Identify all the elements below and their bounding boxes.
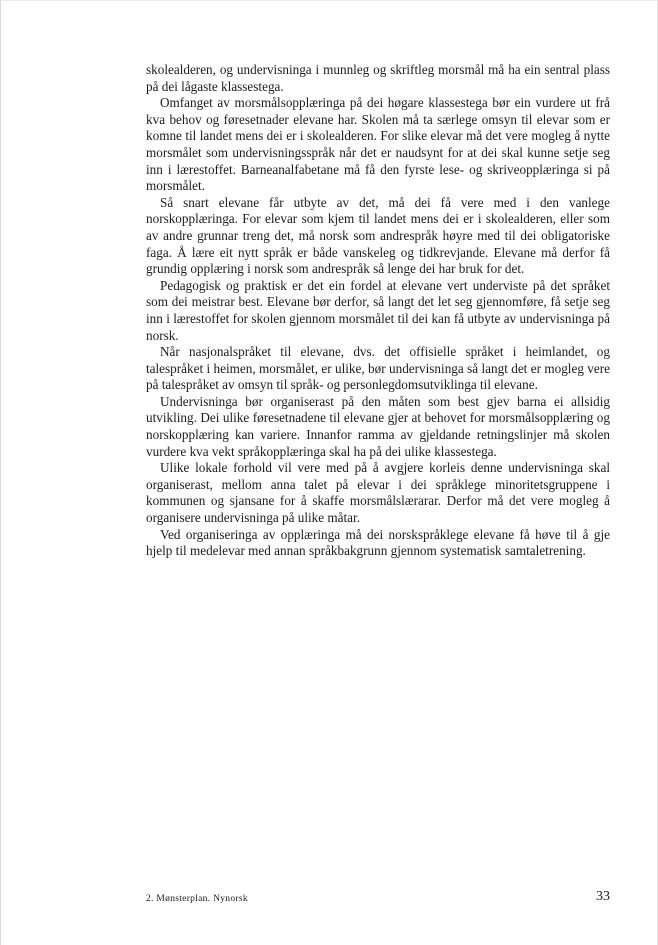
paragraph-8: Ved organiseringa av opplæringa må dei norskspråklege elevane få høve til å gje hjelp til medelevar med annan språkbakgrunn gjennom systematisk samtaletrening. — [146, 526, 610, 559]
paragraph-5: Når nasjonalspråket til elevane, dvs. det offisielle språket i heimlandet, og talespråket i heimen, morsmålet, er ulike, bør undervisninga så langt det er mogleg vere på talespråket av omsyn til språk- og personlegdomsutviklinga til elevane. — [146, 344, 610, 393]
paragraph-2: Omfanget av morsmålsopplæringa på dei høgare klassestega bør ein vurdere ut frå kva behov og føresetnader elevane har. Skolen må ta særlege omsyn til elevar som er komne til landet mens dei er i skolealderen. For slike elevar må det vere mogleg å nytte morsmålet som undervisningsspråk når det er naudsynt for at dei skal kunne setje seg inn i lærestoffet. Barneanalfabetane må få den fyrste lese- og skriveopplæringa si på morsmålet. — [146, 95, 610, 194]
paragraph-6: Undervisninga bør organiserast på den måten som best gjev barna ei allsidig utvikling. Dei ulike føresetnadene til elevane gjer at behovet for morsmålsopplæring og norskopplæring kan variere. Innanfor ramma av gjeldande retningslinjer må skolen vurdere kva vekt språkopplæringa skal ha på dei ulike klassestega. — [146, 393, 610, 459]
page-number: 33 — [596, 889, 610, 904]
paragraph-3: Så snart elevane får utbyte av det, må dei få vere med i den vanlege norskopplæringa. For elevar som kjem til landet mens dei er i skolealderen, eller som av andre grunnar treng det, må norsk som andrespråk høyre med til dei obligatoriske faga. Å lære eit nytt språk er både vanskeleg og tidkrevjande. Elevane må derfor få grundig opplæring i norsk som andrespråk så lenge dei har bruk for det. — [146, 194, 610, 277]
footer-source: 2. Mønsterplan. Nynorsk — [146, 894, 248, 904]
paragraph-7: Ulike lokale forhold vil vere med på å avgjere korleis denne undervisninga skal organiserast, mellom anna talet på elevar i dei språklege minoritetsgruppene i kommunen og sjansane for å skaffe morsmålslærarar. Derfor må det vere mogleg å organisere undervisninga på ulike måtar. — [146, 460, 610, 526]
paragraph-4: Pedagogisk og praktisk er det ein fordel at elevane vert underviste på det språket som dei meistrar best. Elevane bør derfor, så langt det let seg gjennomføre, få setje seg inn i lærestoffet for skolen gjennom morsmålet til dei kan få utbyte av undervisninga på norsk. — [146, 277, 610, 343]
paragraph-1: skolealderen, og undervisninga i munnleg og skriftleg morsmål må ha ein sentral plass på dei lågaste klassestega. — [146, 62, 610, 94]
body-text — [146, 62, 610, 560]
